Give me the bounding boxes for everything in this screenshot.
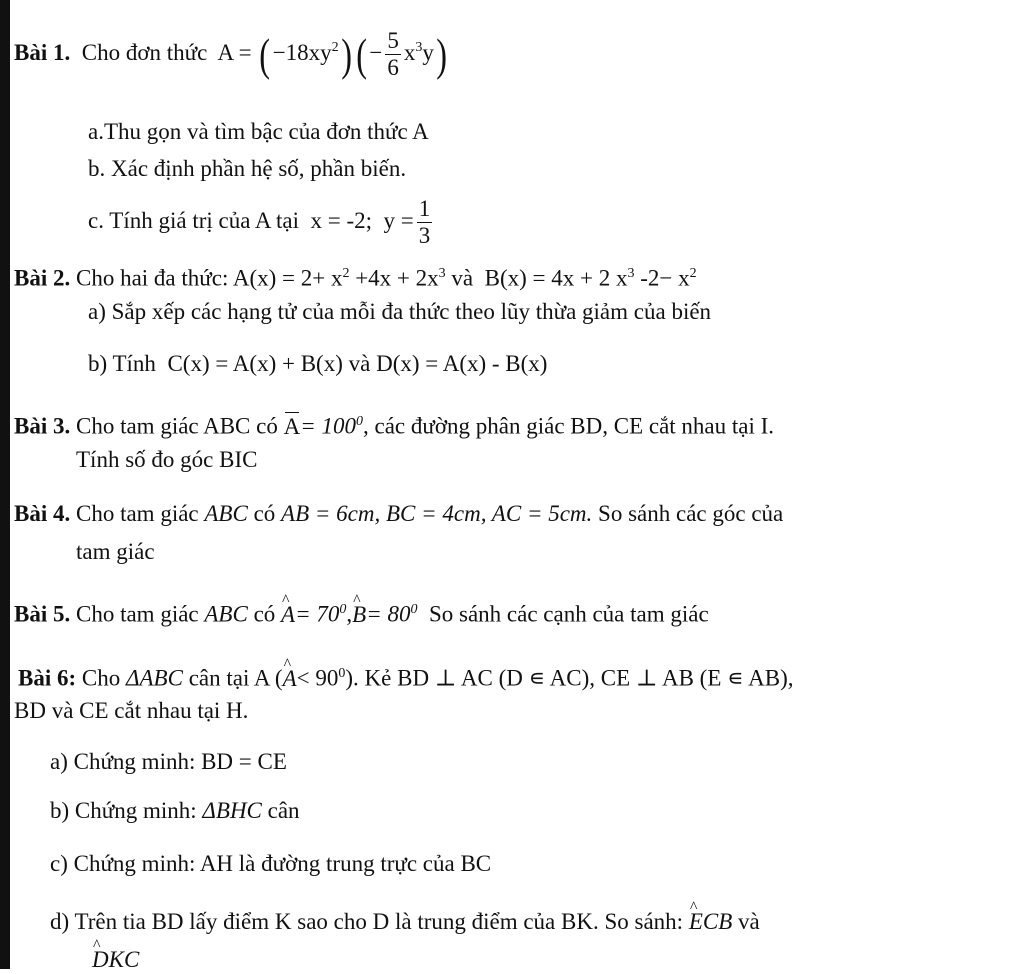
- b1-paren-open-2: (: [356, 28, 368, 80]
- b5-text2: So sánh các cạnh của tam giác: [428, 601, 709, 627]
- b2-b-D: D(x) = A(x) - B(x): [376, 351, 548, 376]
- b5-tri: ABC: [204, 601, 248, 627]
- b3-heading: [14, 408, 774, 441]
- b2-heading: [14, 260, 697, 293]
- b3-angle-val: = 100: [300, 413, 357, 439]
- b6-d-line2: [92, 946, 139, 974]
- b6-item-b: [50, 797, 300, 825]
- b5-label: Bài 5.: [14, 601, 71, 627]
- b3-angle-var: A: [283, 413, 301, 439]
- b4-sides: AB = 6cm, BC = 4cm, AC = 5cm.: [281, 501, 593, 526]
- b1-heading: [14, 28, 449, 81]
- b2-b-label: b) Tính: [88, 351, 156, 376]
- b3-line2: Tính số đo góc BIC: [76, 447, 258, 472]
- b5-heading: [14, 596, 709, 629]
- b2-item-b: [88, 350, 547, 378]
- b1-text: Cho đơn thức: [81, 39, 208, 65]
- b3-text2: , các đường phân giác BD, CE cắt nhau tại I.: [363, 413, 775, 439]
- b6-angA: ^ A: [283, 665, 297, 693]
- b2-B-exp1: 3: [627, 266, 635, 281]
- b6-text3: ). Kẻ BD ⊥ AC (D ∊ AC), CE ⊥ AB (E ∊ AB),: [345, 665, 794, 691]
- b6-d-and: và: [738, 909, 760, 934]
- b6-b-tri: ΔBHC: [202, 798, 262, 823]
- b1-factor2-tail: y: [422, 39, 434, 65]
- b2-B-part1: B(x) = 4x + 2 x: [484, 265, 628, 291]
- b4-text1: Cho tam giác: [75, 501, 199, 526]
- b5-angB: ^ B: [352, 601, 366, 629]
- b2-label: Bài 2.: [14, 265, 71, 291]
- b4-line2: tam giác: [76, 539, 155, 564]
- b1-c-x: x = -2;: [310, 207, 373, 233]
- b6-heading: [18, 660, 794, 693]
- b1-factor2-var: x: [403, 39, 416, 65]
- b6-item-d: [50, 908, 760, 936]
- b1-c-y: y =: [383, 207, 414, 233]
- b1-factor1: −18xy: [272, 39, 332, 65]
- b6-d-ang2: ^ DKC: [92, 946, 139, 974]
- b6-line2: BD và CE cắt nhau tại H.: [14, 698, 249, 723]
- b2-A-part1: A(x) = 2+ x: [232, 265, 343, 291]
- b6-b-tail: cân: [267, 798, 300, 823]
- b1-item-c: [88, 196, 435, 249]
- b6-text1: Cho: [81, 665, 121, 691]
- b4-heading: [14, 500, 783, 528]
- b3-text1: Cho tam giác ABC có: [75, 413, 278, 439]
- b1-frac-num: 5: [387, 28, 399, 53]
- b6-angA-deg: 0: [338, 666, 346, 681]
- b6-item-a: a) Chứng minh: BD = CE: [50, 749, 287, 774]
- b1-item-a: a.Thu gọn và tìm bậc của đơn thức A: [88, 119, 429, 144]
- b4-text2: So sánh các góc của: [598, 501, 784, 526]
- b4-tri: ABC: [204, 501, 248, 526]
- b6-d-ang1: ^ ECB: [689, 908, 732, 936]
- b6-d-text: d) Trên tia BD lấy điểm K sao cho D là trung điểm của BK. So sánh:: [50, 909, 684, 934]
- b1-paren-open-1: (: [259, 28, 271, 80]
- b5-angB-deg: 0: [410, 602, 418, 617]
- b1-factor1-exp: 2: [331, 40, 339, 56]
- b2-B-part2: -2− x: [640, 265, 690, 291]
- b5-sep: ,: [346, 601, 353, 627]
- b6-label: Bài 6:: [18, 665, 77, 691]
- b5-angA: ^ A: [281, 601, 295, 629]
- b4-label: Bài 4.: [14, 501, 71, 526]
- b2-A-exp1: 2: [342, 266, 350, 281]
- left-border-bar: [0, 0, 10, 969]
- b6-item-c: c) Chứng minh: AH là đường trung trực của BC: [50, 851, 492, 876]
- b1-label: Bài 1.: [14, 39, 71, 65]
- b2-text: Cho hai đa thức:: [75, 265, 229, 291]
- b5-angA-deg: 0: [339, 602, 347, 617]
- b1-c-text: c. Tính giá trị của A tại: [88, 207, 299, 233]
- b1-item-b: b. Xác định phần hệ số, phần biến.: [88, 156, 407, 181]
- b1-c-num: 1: [418, 196, 431, 221]
- b5-co: có: [253, 601, 276, 627]
- b2-b-C: C(x) = A(x) + B(x): [167, 351, 343, 376]
- b1-paren-close-2: ): [436, 28, 447, 80]
- b1-fraction: [385, 28, 401, 81]
- b1-factor2-sign: −: [369, 39, 383, 65]
- b5-text1: Cho tam giác: [75, 601, 199, 627]
- b2-A-part2: +4x + 2x: [355, 265, 439, 291]
- b2-b-and: và: [348, 351, 371, 376]
- b1-c-fraction: [417, 196, 433, 249]
- b6-angA-cond: < 90: [296, 665, 339, 691]
- b6-tri: ΔABC: [125, 665, 183, 691]
- b1-c-den: 3: [418, 223, 431, 248]
- b2-A-exp2: 3: [438, 266, 446, 281]
- b4-co: có: [253, 501, 276, 526]
- b2-B-exp2: 2: [689, 266, 697, 281]
- b3-angle-deg: 0: [356, 414, 364, 429]
- b1-paren-close-1: ): [340, 28, 352, 80]
- b1-factor2-exp: 3: [415, 40, 423, 56]
- b1-frac-den: 6: [387, 55, 399, 80]
- b5-angB-val: = 80: [366, 601, 411, 627]
- b2-and: và: [451, 265, 474, 291]
- b6-b-label: b) Chứng minh:: [50, 798, 197, 823]
- b1-lhs: A =: [217, 39, 252, 65]
- b6-text2: cân tại A (: [188, 665, 283, 691]
- b3-label: Bài 3.: [14, 413, 71, 439]
- b5-angA-val: = 70: [295, 601, 340, 627]
- b2-item-a: a) Sắp xếp các hạng tử của mỗi đa thức theo lũy thừa giảm của biến: [88, 299, 712, 324]
